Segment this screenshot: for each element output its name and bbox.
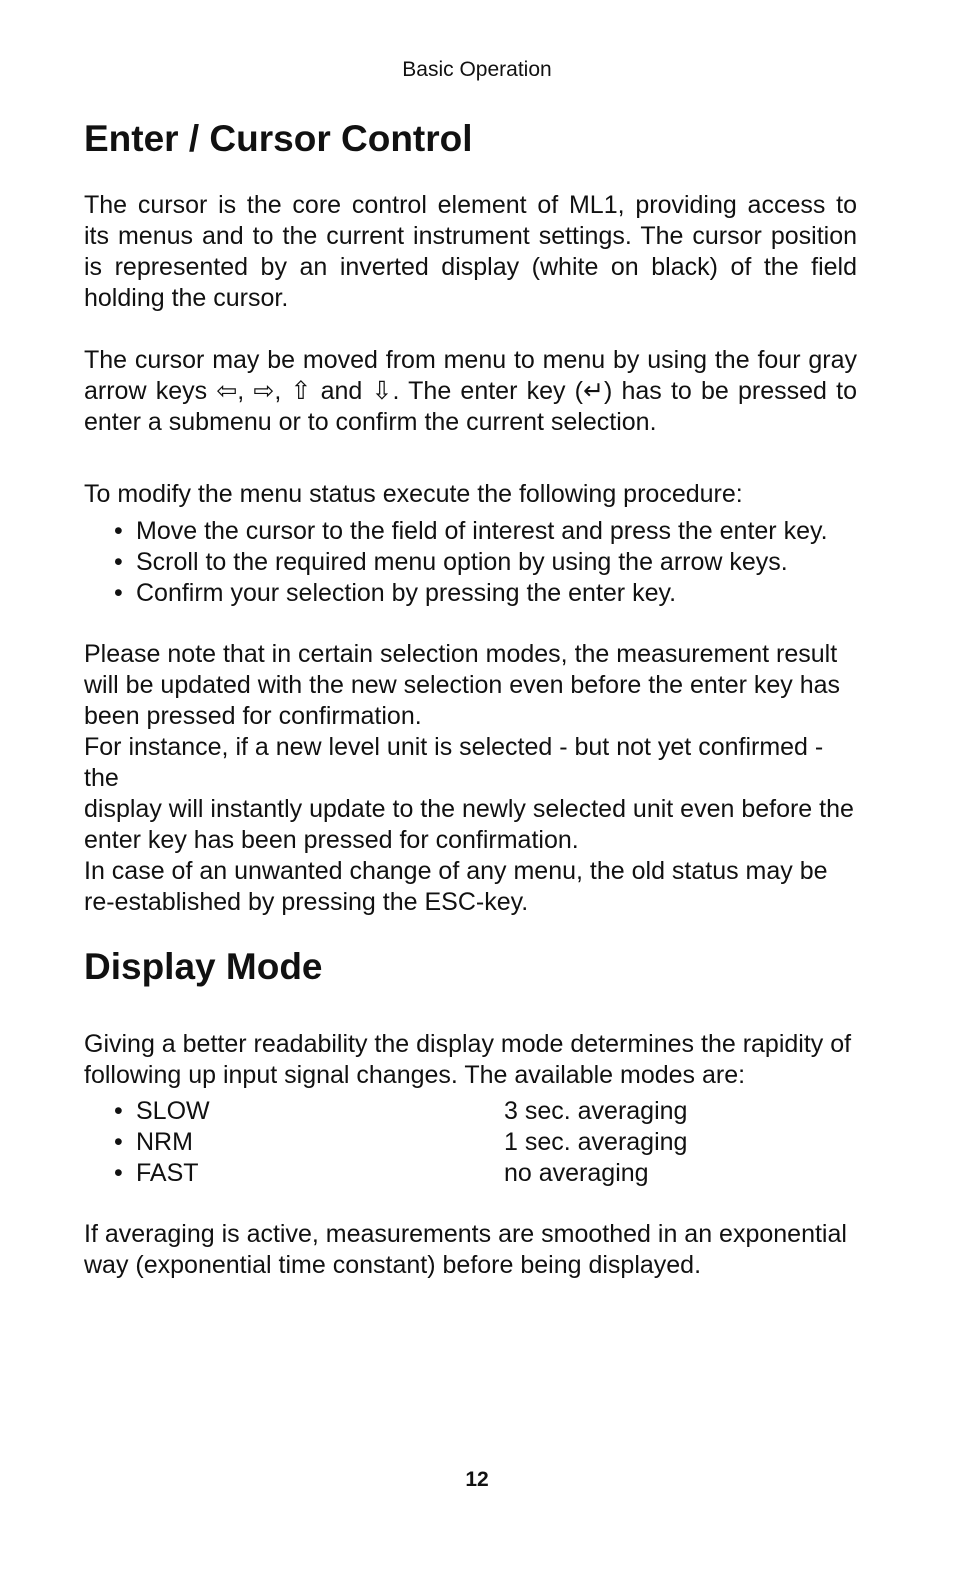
paragraph-averaging-note (84, 1219, 857, 1281)
text-line: will be updated with the new selection even before the enter key has (84, 671, 841, 699)
paragraph-display-mode-intro (84, 1029, 857, 1091)
text-line: its menus and to the current instrument settings. The cursor position (84, 222, 857, 250)
paragraph-selection-notes (84, 639, 857, 918)
section-heading: Enter / Cursor Control (84, 118, 473, 159)
section-title-display-mode (84, 945, 857, 989)
text-line: Giving a better readability the display mode determines the rapidity of (84, 1030, 852, 1058)
text-line: enter key has been pressed for confirmation. (84, 826, 579, 854)
page-number: 12 (465, 1468, 489, 1491)
list-item (84, 578, 857, 609)
list-item-text: Confirm your selection by pressing the enter key. (136, 579, 677, 607)
bullet-icon: • (114, 1159, 123, 1187)
text-line: For instance, if a new level unit is selected - but not yet confirmed - the (84, 733, 824, 792)
text-line: Please note that in certain selection modes, the measurement result (84, 640, 838, 668)
text-line: enter a submenu or to confirm the current selection. (84, 408, 657, 436)
bullet-icon: • (114, 517, 123, 545)
list-item-text: Scroll to the required menu option by using the arrow keys. (136, 548, 788, 576)
text-line: been pressed for confirmation. (84, 702, 422, 730)
mode-description: 1 sec. averaging (504, 1128, 688, 1156)
list-item-text: Move the cursor to the field of interest and press the enter key. (136, 517, 828, 545)
text-line: To modify the menu status execute the following procedure: (84, 480, 743, 508)
mode-name: NRM (136, 1128, 193, 1156)
text-line: re-established by pressing the ESC-key. (84, 888, 529, 916)
display-mode-list (84, 1096, 857, 1189)
bullet-icon: • (114, 579, 123, 607)
text-line: arrow keys ⇦, ⇨, ⇧ and ⇩. The enter key (↵) has to be pressed to (84, 377, 857, 405)
list-item (84, 516, 857, 547)
bullet-icon: • (114, 1097, 123, 1125)
bullet-icon: • (114, 548, 123, 576)
section-heading: Display Mode (84, 946, 323, 987)
list-item (84, 1127, 857, 1158)
text-line: The cursor may be moved from menu to menu by using the four gray (84, 346, 857, 374)
paragraph-cursor-intro (84, 190, 857, 314)
paragraph-arrow-keys (84, 345, 857, 438)
text-line: holding the cursor. (84, 284, 289, 312)
mode-description: no averaging (504, 1159, 649, 1187)
text-line: In case of an unwanted change of any menu, the old status may be (84, 857, 828, 885)
text-line: following up input signal changes. The available modes are: (84, 1061, 746, 1089)
paragraph-procedure-intro (84, 479, 857, 510)
mode-description: 3 sec. averaging (504, 1097, 688, 1125)
text-line: way (exponential time constant) before being displayed. (84, 1251, 702, 1279)
mode-name: FAST (136, 1159, 199, 1187)
bullet-icon: • (114, 1128, 123, 1156)
text-line: If averaging is active, measurements are smoothed in an exponential (84, 1220, 847, 1248)
section-title-enter-cursor-control (84, 117, 857, 161)
text-line: The cursor is the core control element of ML1, providing access to (84, 191, 857, 219)
list-item (84, 1096, 857, 1127)
mode-name: SLOW (136, 1097, 210, 1125)
list-item (84, 1158, 857, 1189)
text-line: is represented by an inverted display (white on black) of the field (84, 253, 857, 281)
running-header: Basic Operation (402, 58, 552, 81)
text-line: display will instantly update to the newly selected unit even before the (84, 795, 854, 823)
procedure-list (84, 516, 857, 609)
list-item (84, 547, 857, 578)
